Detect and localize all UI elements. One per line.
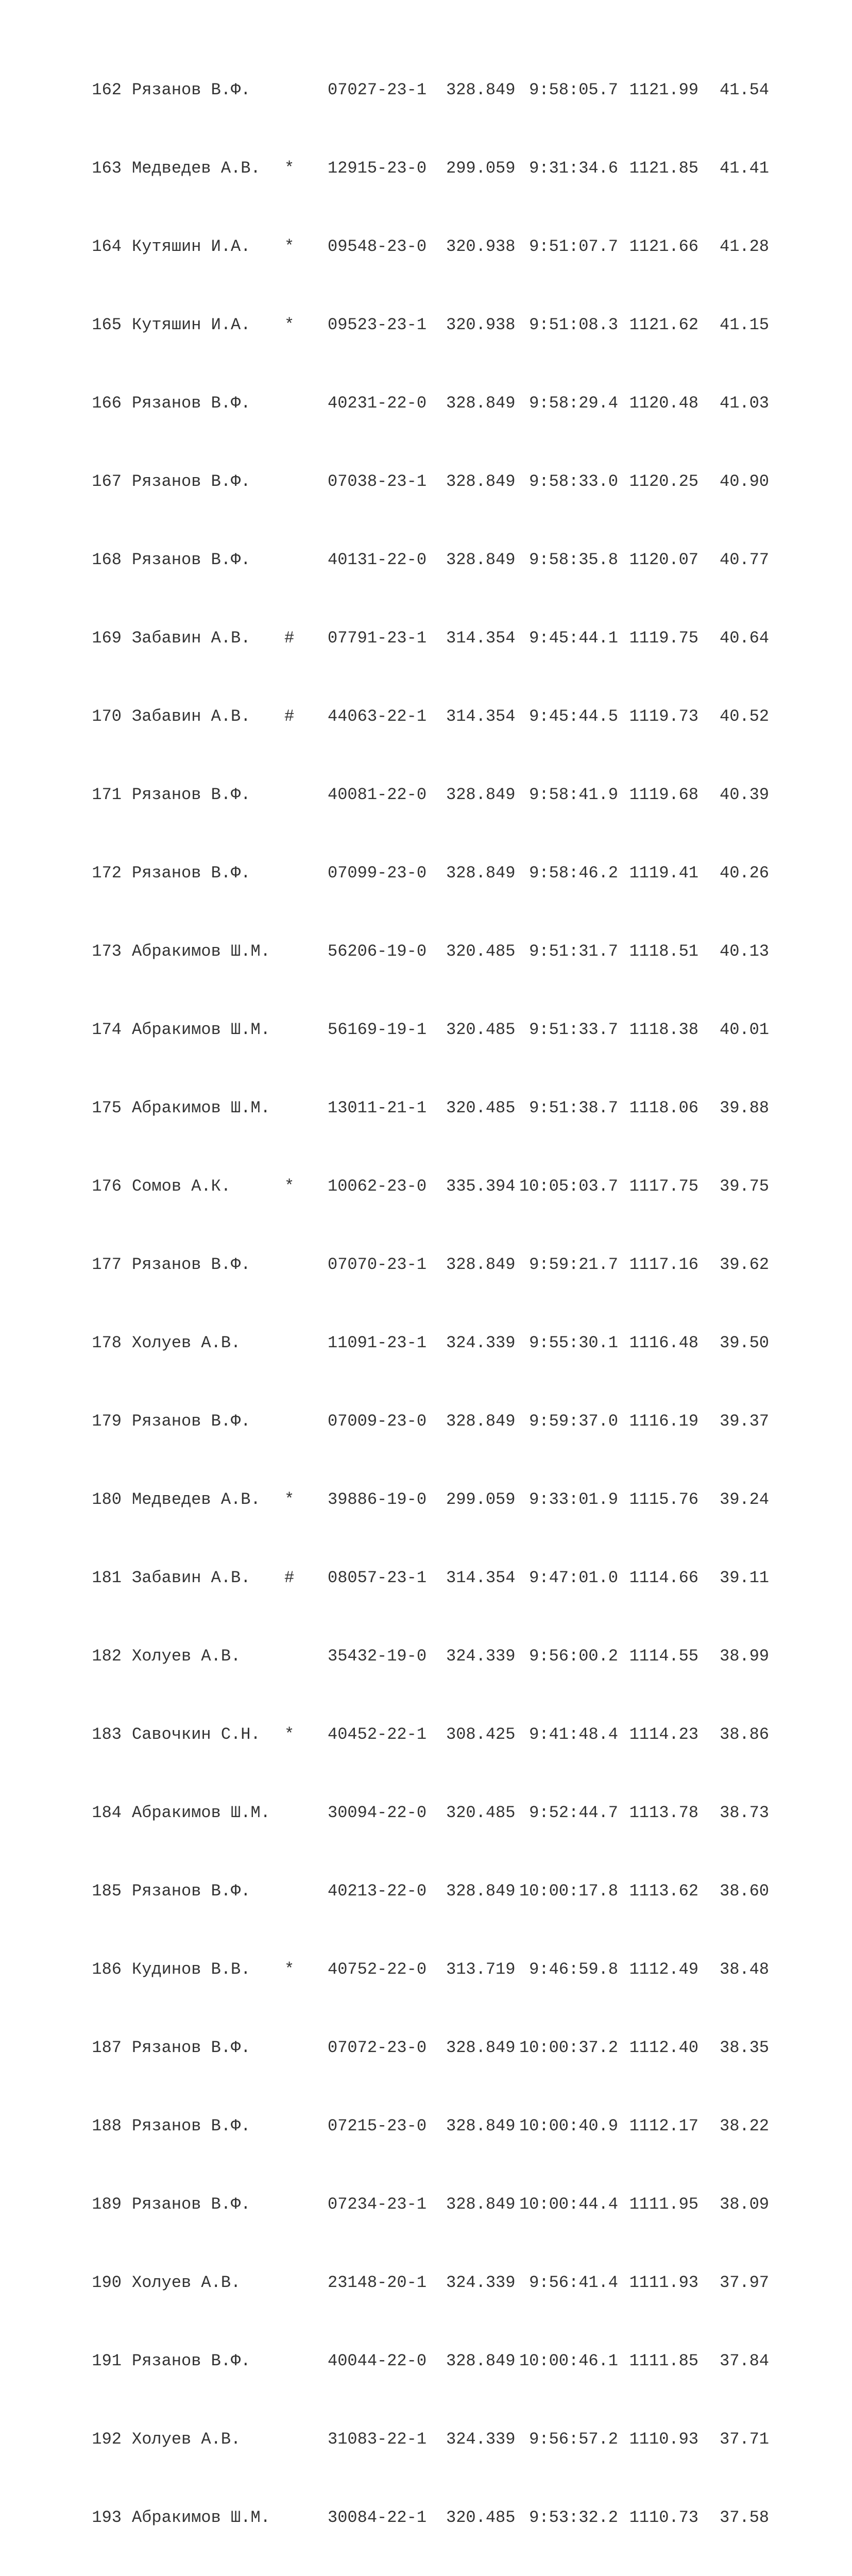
ring-number: 07215-23-0 — [328, 2116, 427, 2136]
speed: 1116.48 — [629, 1333, 698, 1352]
result-row — [92, 1882, 769, 1901]
speed: 1114.23 — [629, 1725, 698, 1744]
points: 38.35 — [719, 2038, 769, 2057]
fancier-name: Абракимов Ш.М. — [132, 1020, 270, 1039]
place-number: 177 — [92, 1255, 122, 1274]
fancier-name: Рязанов В.Ф. — [132, 80, 251, 99]
ring-number: 30094-22-0 — [328, 1803, 427, 1822]
points: 40.39 — [719, 785, 769, 804]
ring-number: 07027-23-1 — [328, 80, 427, 99]
speed: 1120.07 — [629, 550, 698, 569]
arrival-time: 9:41:48.4 — [529, 1725, 618, 1744]
entry-mark: * — [284, 1725, 295, 1744]
speed: 1120.48 — [629, 394, 698, 413]
result-row — [92, 1803, 769, 1823]
distance: 328.849 — [446, 785, 516, 804]
fancier-name: Абракимов Ш.М. — [132, 942, 270, 961]
ring-number: 07038-23-1 — [328, 472, 427, 491]
place-number: 189 — [92, 2195, 122, 2214]
ring-number: 09548-23-0 — [328, 237, 427, 256]
distance: 328.849 — [446, 394, 516, 413]
fancier-name: Рязанов В.Ф. — [132, 2195, 251, 2214]
entry-mark: * — [284, 1960, 295, 1979]
points: 41.54 — [719, 80, 769, 99]
speed: 1118.06 — [629, 1098, 698, 1117]
arrival-time: 9:31:34.6 — [529, 159, 618, 178]
ring-number: 23148-20-1 — [328, 2273, 427, 2292]
points: 39.37 — [719, 1412, 769, 1431]
fancier-name: Забавин А.В. — [132, 1568, 251, 1587]
fancier-name: Рязанов В.Ф. — [132, 394, 251, 413]
fancier-name: Рязанов В.Ф. — [132, 1412, 251, 1431]
fancier-name: Савочкин С.Н. — [132, 1725, 261, 1744]
place-number: 183 — [92, 1725, 122, 1744]
ring-number: 07234-23-1 — [328, 2195, 427, 2214]
fancier-name: Забавин А.В. — [132, 629, 251, 648]
result-row — [92, 1255, 769, 1275]
distance: 335.394 — [446, 1177, 516, 1196]
place-number: 171 — [92, 785, 122, 804]
ring-number: 07070-23-1 — [328, 1255, 427, 1274]
ring-number: 12915-23-0 — [328, 159, 427, 178]
place-number: 186 — [92, 1960, 122, 1979]
fancier-name: Холуев А.В. — [132, 1333, 241, 1352]
distance: 299.059 — [446, 1490, 516, 1509]
arrival-time: 9:58:41.9 — [529, 785, 618, 804]
points: 38.99 — [719, 1647, 769, 1666]
points: 40.01 — [719, 1020, 769, 1039]
speed: 1113.78 — [629, 1803, 698, 1822]
place-number: 163 — [92, 159, 122, 178]
speed: 1118.51 — [629, 942, 698, 961]
speed: 1119.75 — [629, 629, 698, 648]
result-row — [92, 2430, 769, 2449]
distance: 324.339 — [446, 2273, 516, 2292]
speed: 1118.38 — [629, 1020, 698, 1039]
arrival-time: 9:51:38.7 — [529, 1098, 618, 1117]
ring-number: 40213-22-0 — [328, 1882, 427, 1901]
result-row — [92, 1020, 769, 1040]
distance: 328.849 — [446, 472, 516, 491]
place-number: 165 — [92, 315, 122, 334]
result-row — [92, 2195, 769, 2214]
distance: 328.849 — [446, 1255, 516, 1274]
ring-number: 39886-19-0 — [328, 1490, 427, 1509]
place-number: 175 — [92, 1098, 122, 1117]
result-row — [92, 2508, 769, 2528]
result-row — [92, 1412, 769, 1431]
ring-number: 30084-22-1 — [328, 2508, 427, 2527]
place-number: 173 — [92, 942, 122, 961]
speed: 1111.93 — [629, 2273, 698, 2292]
points: 41.03 — [719, 394, 769, 413]
arrival-time: 9:52:44.7 — [529, 1803, 618, 1822]
entry-mark: * — [284, 1177, 295, 1196]
points: 40.26 — [719, 863, 769, 883]
place-number: 182 — [92, 1647, 122, 1666]
result-row — [92, 2116, 769, 2136]
place-number: 191 — [92, 2351, 122, 2370]
speed: 1117.16 — [629, 1255, 698, 1274]
result-row — [92, 159, 769, 178]
distance: 320.485 — [446, 1020, 516, 1039]
points: 39.62 — [719, 1255, 769, 1274]
arrival-time: 10:00:37.2 — [519, 2038, 618, 2057]
arrival-time: 10:00:17.8 — [519, 1882, 618, 1901]
speed: 1111.95 — [629, 2195, 698, 2214]
ring-number: 56206-19-0 — [328, 942, 427, 961]
place-number: 193 — [92, 2508, 122, 2527]
ring-number: 40452-22-1 — [328, 1725, 427, 1744]
ring-number: 11091-23-1 — [328, 1333, 427, 1352]
distance: 324.339 — [446, 2430, 516, 2449]
speed: 1116.19 — [629, 1412, 698, 1431]
ring-number: 31083-22-1 — [328, 2430, 427, 2449]
arrival-time: 9:59:21.7 — [529, 1255, 618, 1274]
speed: 1121.85 — [629, 159, 698, 178]
points: 41.15 — [719, 315, 769, 334]
points: 38.09 — [719, 2195, 769, 2214]
result-row — [92, 707, 769, 726]
arrival-time: 9:59:37.0 — [529, 1412, 618, 1431]
fancier-name: Холуев А.В. — [132, 2273, 241, 2292]
result-row — [92, 629, 769, 648]
result-row — [92, 237, 769, 257]
points: 37.84 — [719, 2351, 769, 2370]
arrival-time: 9:33:01.9 — [529, 1490, 618, 1509]
points: 37.71 — [719, 2430, 769, 2449]
distance: 314.354 — [446, 1568, 516, 1587]
fancier-name: Рязанов В.Ф. — [132, 863, 251, 883]
place-number: 167 — [92, 472, 122, 491]
place-number: 187 — [92, 2038, 122, 2057]
fancier-name: Рязанов В.Ф. — [132, 2116, 251, 2136]
distance: 320.485 — [446, 2508, 516, 2527]
speed: 1112.17 — [629, 2116, 698, 2136]
fancier-name: Кудинов В.В. — [132, 1960, 251, 1979]
distance: 328.849 — [446, 2351, 516, 2370]
result-row — [92, 550, 769, 570]
fancier-name: Рязанов В.Ф. — [132, 1255, 251, 1274]
distance: 314.354 — [446, 629, 516, 648]
entry-mark: # — [284, 1568, 295, 1587]
place-number: 174 — [92, 1020, 122, 1039]
distance: 328.849 — [446, 1412, 516, 1431]
distance: 320.938 — [446, 315, 516, 334]
distance: 328.849 — [446, 2116, 516, 2136]
points: 38.86 — [719, 1725, 769, 1744]
speed: 1110.93 — [629, 2430, 698, 2449]
speed: 1120.25 — [629, 472, 698, 491]
result-row — [92, 315, 769, 335]
points: 38.73 — [719, 1803, 769, 1822]
points: 40.64 — [719, 629, 769, 648]
points: 37.58 — [719, 2508, 769, 2527]
speed: 1121.66 — [629, 237, 698, 256]
place-number: 184 — [92, 1803, 122, 1822]
place-number: 166 — [92, 394, 122, 413]
arrival-time: 9:56:41.4 — [529, 2273, 618, 2292]
place-number: 164 — [92, 237, 122, 256]
speed: 1121.62 — [629, 315, 698, 334]
result-row — [92, 1568, 769, 1588]
points: 38.48 — [719, 1960, 769, 1979]
points: 40.77 — [719, 550, 769, 569]
distance: 314.354 — [446, 707, 516, 726]
points: 39.75 — [719, 1177, 769, 1196]
ring-number: 07791-23-1 — [328, 629, 427, 648]
result-row — [92, 1725, 769, 1744]
fancier-name: Холуев А.В. — [132, 2430, 241, 2449]
arrival-time: 9:51:07.7 — [529, 237, 618, 256]
distance: 328.849 — [446, 863, 516, 883]
place-number: 170 — [92, 707, 122, 726]
arrival-time: 9:46:59.8 — [529, 1960, 618, 1979]
distance: 328.849 — [446, 2038, 516, 2057]
place-number: 188 — [92, 2116, 122, 2136]
points: 39.88 — [719, 1098, 769, 1117]
result-row — [92, 2351, 769, 2371]
ring-number: 40044-22-0 — [328, 2351, 427, 2370]
fancier-name: Рязанов В.Ф. — [132, 1882, 251, 1901]
place-number: 179 — [92, 1412, 122, 1431]
result-row — [92, 394, 769, 413]
distance: 320.485 — [446, 1803, 516, 1822]
fancier-name: Медведев А.В. — [132, 159, 261, 178]
ring-number: 10062-23-0 — [328, 1177, 427, 1196]
arrival-time: 9:58:35.8 — [529, 550, 618, 569]
ring-number: 08057-23-1 — [328, 1568, 427, 1587]
distance: 320.485 — [446, 1098, 516, 1117]
entry-mark: # — [284, 629, 295, 648]
points: 40.90 — [719, 472, 769, 491]
place-number: 180 — [92, 1490, 122, 1509]
speed: 1112.40 — [629, 2038, 698, 2057]
arrival-time: 9:58:33.0 — [529, 472, 618, 491]
fancier-name: Рязанов В.Ф. — [132, 550, 251, 569]
fancier-name: Абракимов Ш.М. — [132, 1098, 270, 1117]
distance: 328.849 — [446, 1882, 516, 1901]
entry-mark: * — [284, 237, 295, 256]
ring-number: 07099-23-0 — [328, 863, 427, 883]
place-number: 169 — [92, 629, 122, 648]
speed: 1119.68 — [629, 785, 698, 804]
fancier-name: Кутяшин И.А. — [132, 237, 251, 256]
distance: 320.485 — [446, 942, 516, 961]
arrival-time: 9:47:01.0 — [529, 1568, 618, 1587]
distance: 324.339 — [446, 1647, 516, 1666]
arrival-time: 9:58:05.7 — [529, 80, 618, 99]
place-number: 192 — [92, 2430, 122, 2449]
points: 37.97 — [719, 2273, 769, 2292]
result-row — [92, 2038, 769, 2058]
speed: 1114.55 — [629, 1647, 698, 1666]
ring-number: 09523-23-1 — [328, 315, 427, 334]
speed: 1119.73 — [629, 707, 698, 726]
place-number: 185 — [92, 1882, 122, 1901]
arrival-time: 9:55:30.1 — [529, 1333, 618, 1352]
distance: 299.059 — [446, 159, 516, 178]
distance: 313.719 — [446, 1960, 516, 1979]
arrival-time: 10:05:03.7 — [519, 1177, 618, 1196]
result-row — [92, 1098, 769, 1118]
fancier-name: Медведев А.В. — [132, 1490, 261, 1509]
points: 38.60 — [719, 1882, 769, 1901]
distance: 328.849 — [446, 2195, 516, 2214]
arrival-time: 9:58:29.4 — [529, 394, 618, 413]
speed: 1110.73 — [629, 2508, 698, 2527]
distance: 328.849 — [446, 80, 516, 99]
fancier-name: Кутяшин И.А. — [132, 315, 251, 334]
arrival-time: 9:58:46.2 — [529, 863, 618, 883]
place-number: 190 — [92, 2273, 122, 2292]
result-row — [92, 1960, 769, 1979]
points: 39.50 — [719, 1333, 769, 1352]
points: 40.13 — [719, 942, 769, 961]
results-listing — [92, 41, 769, 2576]
speed: 1119.41 — [629, 863, 698, 883]
fancier-name: Рязанов В.Ф. — [132, 785, 251, 804]
arrival-time: 9:56:57.2 — [529, 2430, 618, 2449]
points: 39.11 — [719, 1568, 769, 1587]
arrival-time: 9:45:44.1 — [529, 629, 618, 648]
entry-mark: * — [284, 1490, 295, 1509]
arrival-time: 9:51:33.7 — [529, 1020, 618, 1039]
fancier-name: Рязанов В.Ф. — [132, 2351, 251, 2370]
result-row — [92, 2273, 769, 2293]
ring-number: 40231-22-0 — [328, 394, 427, 413]
speed: 1111.85 — [629, 2351, 698, 2370]
place-number: 172 — [92, 863, 122, 883]
ring-number: 40752-22-0 — [328, 1960, 427, 1979]
distance: 308.425 — [446, 1725, 516, 1744]
speed: 1113.62 — [629, 1882, 698, 1901]
fancier-name: Холуев А.В. — [132, 1647, 241, 1666]
arrival-time: 10:00:40.9 — [519, 2116, 618, 2136]
ring-number: 56169-19-1 — [328, 1020, 427, 1039]
ring-number: 35432-19-0 — [328, 1647, 427, 1666]
fancier-name: Сомов А.К. — [132, 1177, 231, 1196]
result-row — [92, 472, 769, 492]
place-number: 168 — [92, 550, 122, 569]
place-number: 176 — [92, 1177, 122, 1196]
arrival-time: 10:00:44.4 — [519, 2195, 618, 2214]
result-row — [92, 80, 769, 100]
distance: 324.339 — [446, 1333, 516, 1352]
points: 41.28 — [719, 237, 769, 256]
points: 39.24 — [719, 1490, 769, 1509]
speed: 1112.49 — [629, 1960, 698, 1979]
result-row — [92, 1177, 769, 1196]
place-number: 178 — [92, 1333, 122, 1352]
entry-mark: * — [284, 315, 295, 334]
fancier-name: Рязанов В.Ф. — [132, 472, 251, 491]
arrival-time: 10:00:46.1 — [519, 2351, 618, 2370]
distance: 320.938 — [446, 237, 516, 256]
arrival-time: 9:45:44.5 — [529, 707, 618, 726]
points: 41.41 — [719, 159, 769, 178]
arrival-time: 9:56:00.2 — [529, 1647, 618, 1666]
fancier-name: Рязанов В.Ф. — [132, 2038, 251, 2057]
ring-number: 13011-21-1 — [328, 1098, 427, 1117]
fancier-name: Абракимов Ш.М. — [132, 1803, 270, 1822]
result-row — [92, 1333, 769, 1353]
speed: 1114.66 — [629, 1568, 698, 1587]
fancier-name: Забавин А.В. — [132, 707, 251, 726]
result-row — [92, 785, 769, 805]
speed: 1121.99 — [629, 80, 698, 99]
result-row — [92, 942, 769, 961]
result-row — [92, 1647, 769, 1666]
points: 40.52 — [719, 707, 769, 726]
points: 38.22 — [719, 2116, 769, 2136]
ring-number: 40081-22-0 — [328, 785, 427, 804]
distance: 328.849 — [446, 550, 516, 569]
fancier-name: Абракимов Ш.М. — [132, 2508, 270, 2527]
ring-number: 07009-23-0 — [328, 1412, 427, 1431]
result-row — [92, 1490, 769, 1510]
ring-number: 44063-22-1 — [328, 707, 427, 726]
result-row — [92, 863, 769, 883]
ring-number: 40131-22-0 — [328, 550, 427, 569]
arrival-time: 9:51:31.7 — [529, 942, 618, 961]
speed: 1115.76 — [629, 1490, 698, 1509]
arrival-time: 9:51:08.3 — [529, 315, 618, 334]
entry-mark: # — [284, 707, 295, 726]
place-number: 181 — [92, 1568, 122, 1587]
ring-number: 07072-23-0 — [328, 2038, 427, 2057]
arrival-time: 9:53:32.2 — [529, 2508, 618, 2527]
speed: 1117.75 — [629, 1177, 698, 1196]
entry-mark: * — [284, 159, 295, 178]
place-number: 162 — [92, 80, 122, 99]
